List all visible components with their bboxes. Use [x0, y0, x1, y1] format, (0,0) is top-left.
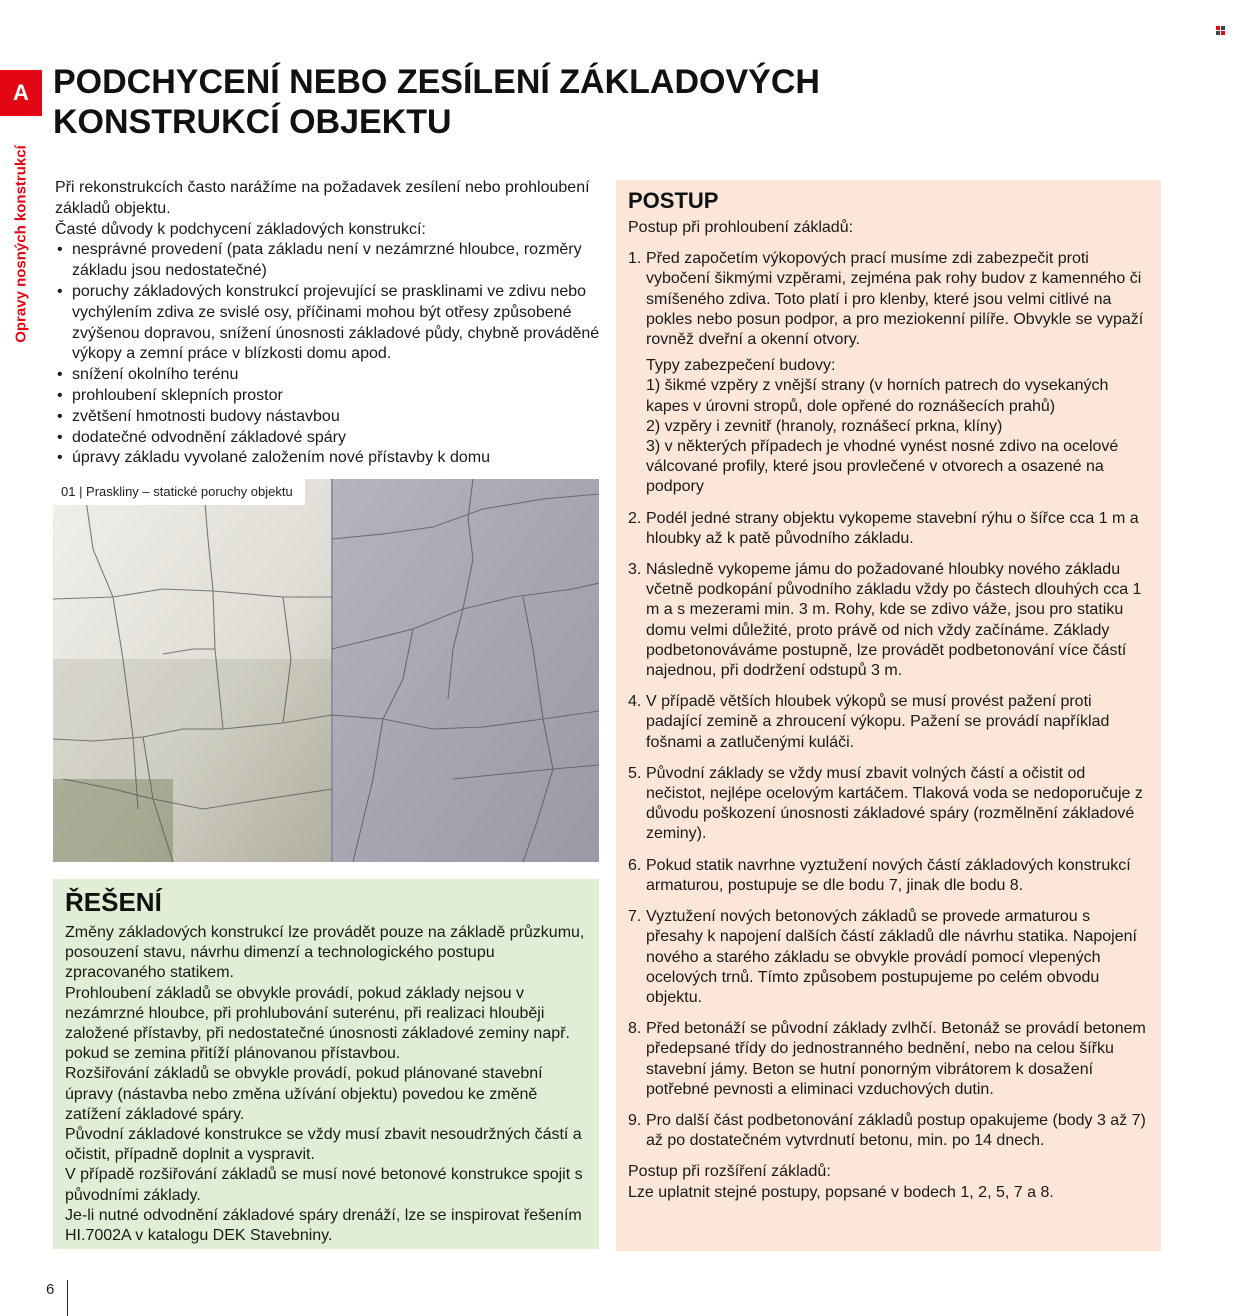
step-item	[628, 907, 1149, 1008]
postup-subheading: Postup při prohloubení základů:	[628, 219, 854, 236]
step-number: 3.	[628, 561, 642, 579]
cracked-wall-photo	[53, 479, 599, 862]
logo-icon	[1216, 26, 1226, 36]
reseni-box	[53, 879, 599, 1249]
list-item: • nesprávné provedení (pata základu není v nezámrzné hloubce, rozměry základu jsou nedostatečné)	[55, 240, 600, 282]
cracked-wall-illustration	[53, 479, 599, 862]
postup-footer-text: Lze uplatnit stejné postupy, popsané v bodech 1, 2, 5, 7 a 8.	[628, 1183, 1054, 1201]
intro-paragraph: Při rekonstrukcích často narážíme na požadavek zesílení nebo prohloubení základů objektu.	[55, 179, 590, 217]
step-number: 9.	[628, 1111, 642, 1129]
postup-box	[616, 180, 1161, 1251]
postup-steps	[628, 249, 1149, 1151]
step-extra-line: 1) šikmé vzpěry z vnější strany (v horních patrech do vysekaných kapes v úrovni stropů, dole opřené do roznášecích prahů)	[646, 377, 1109, 415]
step-item	[628, 509, 1149, 549]
step-item	[628, 560, 1149, 681]
list-item: • poruchy základových konstrukcí projevující se prasklinami ve zdivu nebo vychýlením zdiva ze svislé osy, příčinami mohou být otřesy způsobené zvýšenou dopravou, snížení únosnosti základové půdy, chybně prováděné výkopy a zemní práce v blízkosti domu apod.	[55, 282, 600, 365]
step-extra-line: 3) v některých případech je vhodné vynést nosné zdivo na ocelové válcované profily, které jsou provlečené v otvorech a osazené na podpory	[646, 438, 1119, 496]
reseni-heading: ŘEŠENÍ	[65, 887, 162, 917]
step-number: 7.	[628, 908, 642, 926]
step-number: 2.	[628, 509, 642, 527]
reseni-paragraph: Změny základových konstrukcí lze provádět pouze na základě průzkumu, posouzení stavu, návrhu dimenzí a technologického postupu zpracovaného statikem.	[65, 924, 585, 982]
step-number: 5.	[628, 764, 642, 782]
step-text: Původní základy se vždy musí zbavit volných částí a očistit od nečistot, nejlépe ocelovým kartáčem. Tlaková voda se nedoporučuje z důvodu poškození únosnosti základové spáry (rozmělnění základové zeminy).	[646, 764, 1143, 843]
page-number: 6	[46, 1281, 55, 1298]
step-number: 4.	[628, 693, 642, 711]
list-item: • snížení okolního terénu	[55, 365, 600, 386]
step-item	[628, 249, 1149, 497]
reseni-paragraph: Původní základové konstrukce se vždy musí zbavit nesoudržných částí a očistit, případně doplnit a vyspravit.	[65, 1126, 582, 1164]
step-text: Podél jedné strany objektu vykopeme stavební rýhu o šířce cca 1 m a hloubky až k patě původního základu.	[646, 509, 1139, 547]
step-item	[628, 1111, 1149, 1151]
step-item	[628, 764, 1149, 845]
step-extra-line: 2) vzpěry i zevnitř (hranoly, roznášecí prkna, klíny)	[646, 417, 1003, 435]
step-item	[628, 856, 1149, 896]
reasons-list	[55, 240, 600, 469]
reseni-paragraph: Prohloubení základů se obvykle provádí, pokud základy nejsou v nezámrzné hloubce, při prohlubování suterénu, při realizaci hlouběji založené přístavby, při nedostatečné únosnosti základové zeminy např. pokud se zemina přitíží plánovanou přístavbou.	[65, 984, 570, 1063]
step-number: 1.	[628, 250, 642, 268]
step-text: Pro další část podbetonování základů postup opakujeme (body 3 až 7) až po dostatečném vytvrdnutí betonu, min. po 14 dnech.	[646, 1111, 1146, 1150]
step-text: Následně vykopeme jámu do požadované hloubky nového základu včetně podkopání původního základu vždy po částech dlouhých cca 1 m a s mezerami min. 3 m. Rohy, kde se zdivo váže, jsou pro statiku domu velmi důležité, proto právě od nich vždy začínáme. Základy podbetonováváme postupně, lze provádět podbetonování více částí najednou, při dodržení odstupů 3 m.	[646, 561, 1142, 680]
list-item: • prohloubení sklepních prostor	[55, 386, 600, 407]
postup-heading: POSTUP	[628, 188, 719, 213]
section-tab	[0, 70, 42, 116]
step-text: Pokud statik navrhne vyztužení nových částí základových konstrukcí armaturou, postupuje se dle bodu 7, jinak dle bodu 8.	[646, 856, 1131, 894]
step-text: Vyztužení nových betonových základů se provede armaturou s přesahy k napojení dalších částí základů dle návrhu statika. Napojení nového a starého základu se obvykle provádí pomocí vlepených ocelových trnů. Tímto způsobem postupujeme po celém obvodu objektu.	[646, 908, 1137, 1006]
chapter-label: Opravy nosných konstrukcí	[12, 145, 30, 343]
step-text: Před betonáží se původní základy zvlhčí. Betonáž se provádí betonem předepsané třídy do jednostranného bednění, nebo na celou šířku stavební jámy. Beton se hutní ponorným vibrátorem k dosažení potřebné pevnosti a eliminaci vzduchových dutin.	[646, 1020, 1146, 1098]
step-extra	[646, 356, 1149, 497]
page-number-divider	[67, 1280, 68, 1316]
reseni-paragraph: Rozšiřování základů se obvykle provádí, pokud plánované stavební úpravy (nástavba nebo změna užívání objektu) povedou ke změně zatížení základové spáry.	[65, 1065, 543, 1123]
list-item: • úpravy základu vyvolané založením nové přístavby k domu	[55, 448, 600, 469]
step-text: Před započetím výkopových prací musíme zdi zabezpečit proti vybočení šikmými vzpěrami, zejména pak rohy budov z kamenného či smíšeného zdiva. Toto platí i pro klenby, které jsou velmi citlivé na pokles nebo posun podpor, a pro meziokenní pilíře. Obvykle se vypaží rovněž dveřní a okenní otvory.	[646, 250, 1144, 349]
figure-caption: 01 | Praskliny – statické poruchy objektu	[53, 479, 305, 505]
postup-footer-heading: Postup při rozšíření základů:	[628, 1163, 831, 1181]
section-letter: A	[13, 80, 29, 105]
page-title: PODCHYCENÍ NEBO ZESÍLENÍ ZÁKLADOVÝCH KONSTRUKCÍ OBJEKTU	[53, 63, 820, 141]
list-item: • dodatečné odvodnění základové spáry	[55, 428, 600, 449]
reseni-paragraph: Je-li nutné odvodnění základové spáry drenáží, lze se inspirovat řešením HI.7002A v katalogu DEK Stavebniny.	[65, 1206, 582, 1245]
step-number: 6.	[628, 856, 642, 874]
list-item: • zvětšení hmotnosti budovy nástavbou	[55, 407, 600, 428]
step-number: 8.	[628, 1020, 642, 1038]
intro-section	[55, 178, 600, 469]
reseni-paragraph: V případě rozšiřování základů se musí nové betonové konstrukce spojit s původními základy.	[65, 1166, 583, 1204]
step-item	[628, 692, 1149, 753]
step-item	[628, 1019, 1149, 1100]
step-text: V případě větších hloubek výkopů se musí provést pažení proti padající zemině a zhroucení výkopu. Pažení se provádí například fošnami a zatlučenými kuláči.	[646, 693, 1110, 751]
step-extra-line: Typy zabezpečení budovy:	[646, 357, 836, 375]
intro-lead: Časté důvody k podchycení základových konstrukcí:	[55, 220, 426, 238]
